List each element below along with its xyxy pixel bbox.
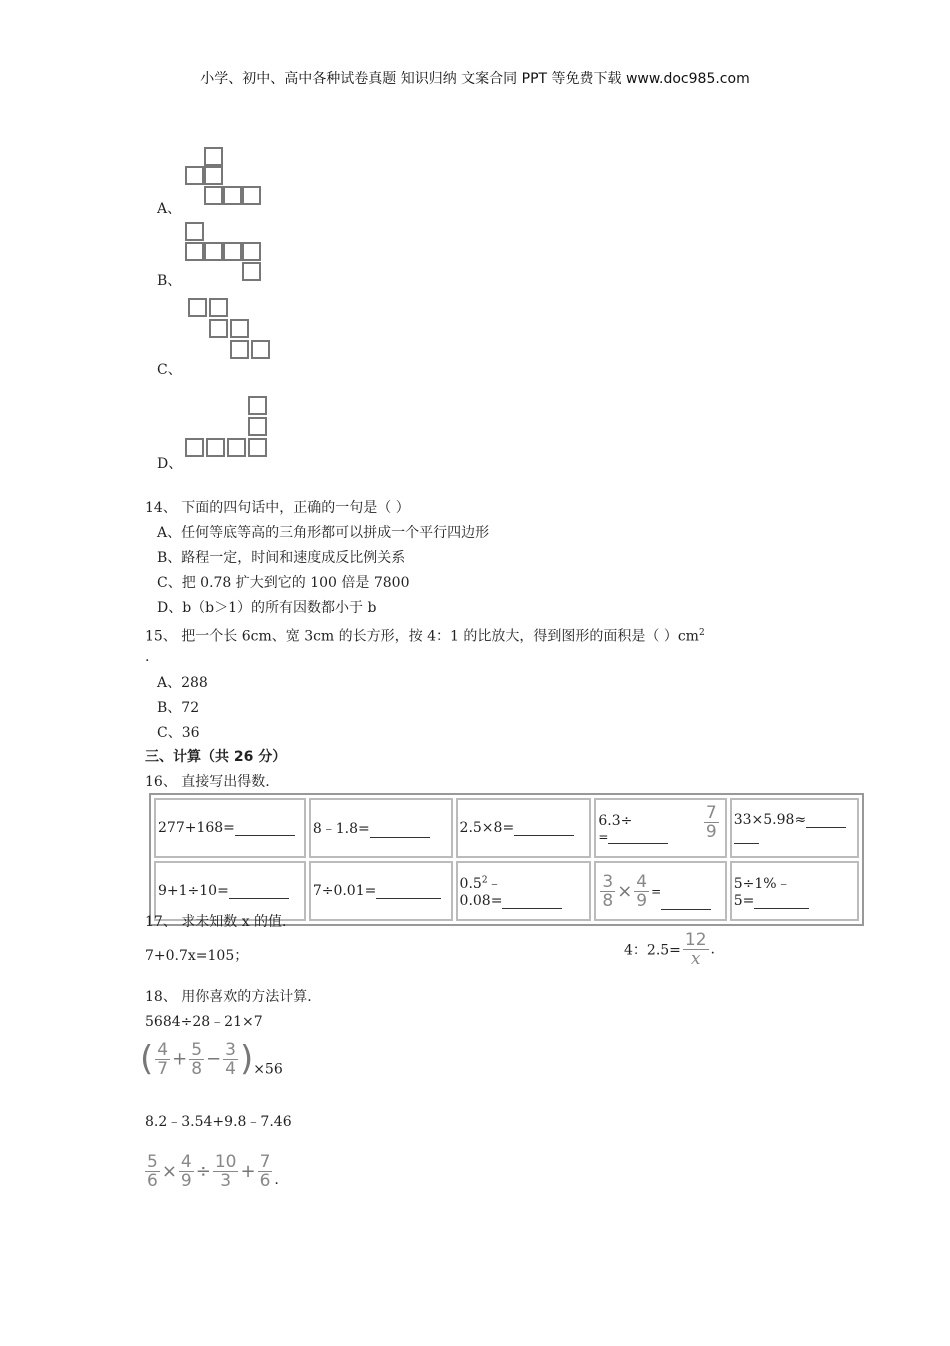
q15-superscript: 2 [698, 628, 705, 638]
q18-stem: 18、 用你喜欢的方法计算. [145, 989, 312, 1005]
q15-dot: . [145, 649, 150, 665]
q14-stem: 14、 下面的四句话中，正确的一句是（ ） [145, 500, 410, 516]
calc-cell: $0.5^2﹣$ 0.08= [456, 861, 592, 921]
q13-option-d: D、 [157, 456, 183, 472]
calc-cell: 9+1÷10= [154, 861, 306, 921]
fraction: $\frac{4}{9}$ [180, 1152, 192, 1191]
fraction: $\frac{4}{9}$ [636, 871, 648, 911]
q18-expression-1: 5684÷28﹣21×7 [145, 1014, 263, 1030]
q15-stem: 15、 把一个长 6cm、宽 3cm 的长方形，按 4：1 的比放大，得到图形的面积是（ ）$cm^2$ [145, 628, 705, 645]
q15-option-a: A、288 [157, 675, 208, 691]
calc-cell: $\frac{3}{8}$ × $\frac{4}{9}$ = [594, 861, 726, 921]
fraction: $\frac{4}{7}$ [157, 1039, 169, 1079]
fraction: $\frac{7}{6}$ [259, 1152, 271, 1191]
q15-option-c: C、36 [157, 725, 200, 741]
q16-stem: 16、 直接写出得数. [145, 774, 270, 790]
q18-expression-2: ( $\frac{4}{7}$ + $\frac{5}{8}$ − $\frac{3}{4}$ )×56 [140, 1039, 283, 1079]
q17-equation-2: 4：2.5= $\frac{12}{x}$ . [624, 930, 715, 969]
q14-option-a: A、任何等底等高的三角形都可以拼成一个平行四边形 [157, 525, 490, 541]
calc-cell: 277+168= [154, 798, 306, 858]
fraction: $\frac{5}{6}$ [147, 1152, 158, 1191]
fraction: $\frac{5}{8}$ [191, 1039, 203, 1079]
calc-cell: 6.3÷ $\frac{7}{9}$ = [594, 798, 726, 858]
calc-cell: 2.5×8= [456, 798, 592, 858]
calc-cell: 8﹣1.8= [309, 798, 453, 858]
q14-option-b: B、路程一定，时间和速度成反比例关系 [157, 550, 406, 566]
fraction: $\frac{7}{9}$ [705, 803, 717, 842]
q13-option-b: B、 [157, 273, 182, 289]
fraction: $\frac{10}{3}$ [214, 1152, 237, 1191]
table-row [154, 861, 859, 921]
section-title: 三、计算（共 26 分） [145, 749, 287, 765]
q14-option-d: D、b（b＞1）的所有因数都小于 b [157, 600, 377, 616]
q14-option-c: C、把 0.78 扩大到它的 100 倍是 7800 [157, 575, 410, 591]
calc-cell: 5÷1%﹣ 5= [730, 861, 859, 921]
q18-expression-3: 8.2﹣3.54+9.8﹣7.46 [145, 1114, 292, 1130]
q17-stem: 17、 求未知数 x 的值. [145, 914, 287, 930]
fraction: $\frac{12}{x}$ [684, 930, 707, 969]
fraction: $\frac{3}{4}$ [225, 1039, 236, 1079]
q18-expression-4: $\frac{5}{6}$ × $\frac{4}{9}$ ÷ $\frac{10}{3}$ + $\frac{7}{6}$ . [147, 1152, 279, 1191]
calc-table [149, 793, 864, 926]
table-row [154, 798, 859, 858]
fraction: $\frac{3}{8}$ [602, 871, 614, 911]
q15-option-b: B、72 [157, 700, 200, 716]
calc-cell: 33×5.98≈ [730, 798, 859, 858]
q13-option-a: A、 [157, 201, 182, 217]
q13-option-c: C、 [157, 362, 182, 378]
calc-cell: 7÷0.01= [309, 861, 453, 921]
page-header: 小学、初中、高中各种试卷真题 知识归纳 文案合同 PPT 等免费下载 www.doc985.com [200, 71, 750, 87]
q17-equation-1: 7+0.7x=105； [145, 948, 249, 964]
